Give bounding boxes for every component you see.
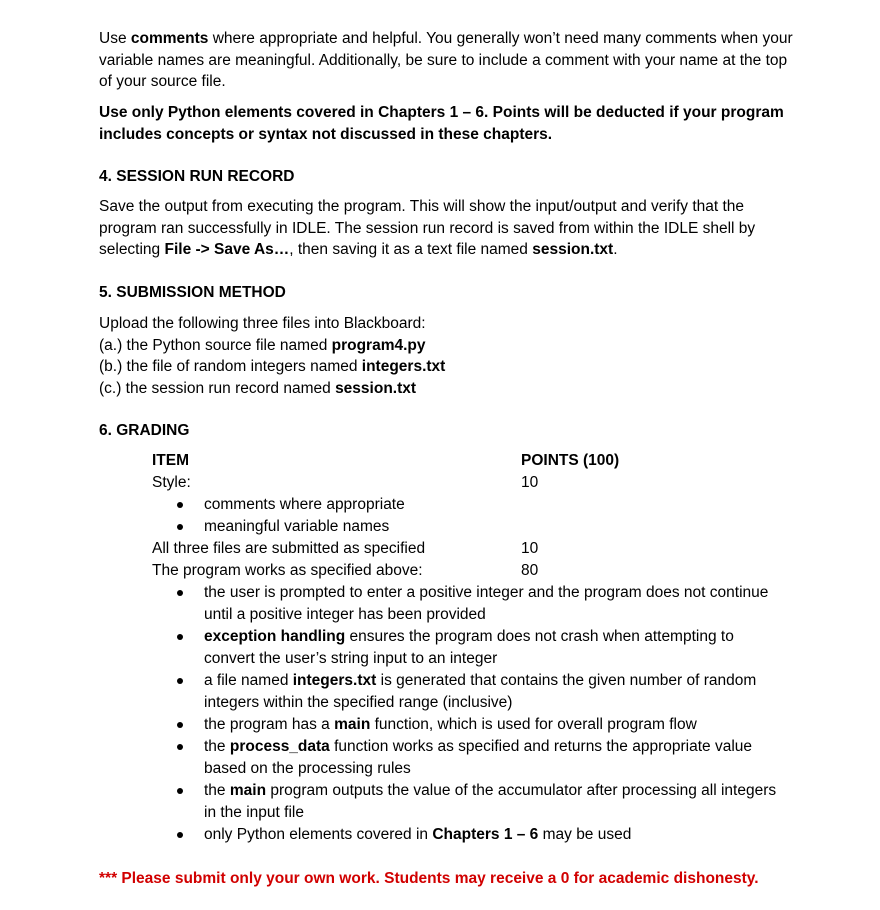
grading-col-points: POINTS (100): [521, 452, 620, 469]
chapters-requirement: Use only Python elements covered in Chapters 1 – 6. Points will be deducted if your program includes concepts or syntax not discussed in these chapters.: [99, 104, 784, 143]
works-label: The program works as specified above:: [152, 562, 423, 579]
files-points: 10: [521, 540, 539, 557]
submission-list: [99, 313, 799, 399]
section-5-heading: 5. SUBMISSION METHOD: [99, 284, 286, 301]
submission-item-a: (a.) the Python source file named program4.py: [99, 336, 426, 354]
works-bullet: the process_data function works as specified and returns the appropriate value based on the processing rules: [177, 736, 787, 779]
section-6-heading: 6. GRADING: [99, 422, 190, 439]
works-bullet: only Python elements covered in Chapters 1 – 6 may be used: [177, 824, 787, 846]
style-label: Style:: [152, 474, 191, 491]
submission-intro: Upload the following three files into Blackboard:: [99, 315, 426, 332]
style-points: 10: [521, 474, 539, 491]
works-bullet: exception handling ensures the program does not crash when attempting to convert the user’s string input to an integer: [177, 626, 787, 669]
session-run-paragraph: Save the output from executing the program. This will show the input/output and verify that the program ran successfully in IDLE. The session run record is saved from within the IDLE shell by selecting File -> Save As…, then saving it as a text file named session.txt.: [99, 198, 756, 258]
submission-item-c: (c.) the session run record named session.txt: [99, 379, 417, 397]
submission-item-b: (b.) the file of random integers named integers.txt: [99, 358, 446, 375]
grading-col-item: ITEM: [152, 452, 190, 469]
works-bullet: the main program outputs the value of the accumulator after processing all integers in the input file: [177, 780, 787, 823]
academic-honesty-warning: *** Please submit only your own work. Students may receive a 0 for academic dishonesty.: [99, 870, 759, 887]
works-bullet: the user is prompted to enter a positive integer and the program does not continue until a positive integer has been provided: [177, 582, 787, 625]
style-bullet: comments where appropriate: [177, 494, 787, 516]
works-bullet: a file named integers.txt is generated that contains the given number of random integers within the specified range (inclusive): [177, 670, 787, 713]
style-bullet: meaningful variable names: [177, 516, 787, 538]
section-4-heading: 4. SESSION RUN RECORD: [99, 168, 295, 185]
works-points: 80: [521, 562, 539, 579]
works-bullet: the program has a main function, which is used for overall program flow: [177, 714, 787, 736]
files-label: All three files are submitted as specified: [152, 540, 426, 557]
comments-paragraph: Use comments where appropriate and helpful. You generally won’t need many comments when your variable names are meaningful. Additionally, be sure to include a comment with your name at the top of your source file.: [99, 30, 793, 90]
